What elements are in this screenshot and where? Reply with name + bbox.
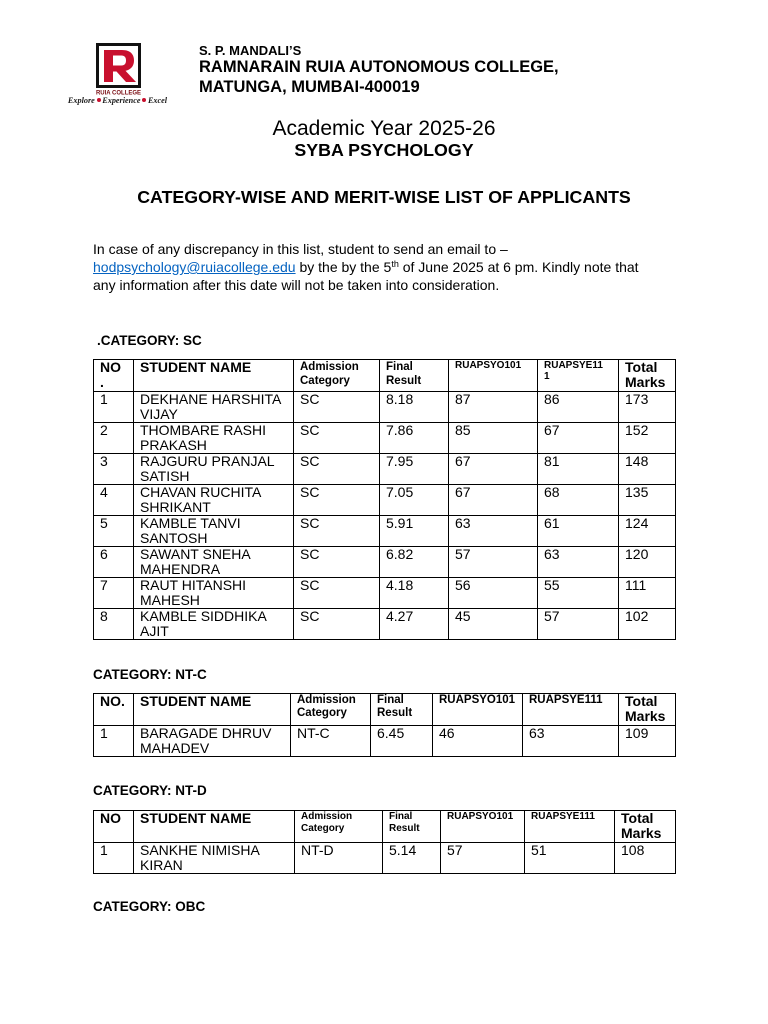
final-result-cell: 8.18 bbox=[380, 392, 449, 423]
table-row bbox=[94, 843, 676, 874]
programme-title: SYBA PSYCHOLOGY bbox=[294, 140, 474, 160]
final-result-cell: 5.14 bbox=[383, 843, 441, 874]
admission-category-cell: SC bbox=[294, 454, 380, 485]
column-header-total-marks: Total Marks bbox=[619, 694, 676, 726]
no-cell: 2 bbox=[94, 423, 134, 454]
student-name-cell: RAJGURU PRANJAL SATISH bbox=[134, 454, 294, 485]
total-marks-cell: 148 bbox=[619, 454, 676, 485]
no-cell: 1 bbox=[94, 392, 134, 423]
final-result-cell: 6.45 bbox=[371, 726, 433, 757]
category-obc-heading: CATEGORY: OBC bbox=[93, 899, 206, 914]
column-header-final-result: Final Result bbox=[380, 360, 449, 392]
college-address-line: MATUNGA, MUMBAI-400019 bbox=[199, 78, 420, 96]
ruapsye111-cell: 63 bbox=[538, 547, 619, 578]
column-header-ruapsye111: RUAPSYE11 1 bbox=[538, 360, 619, 392]
ruapsye111-cell: 67 bbox=[538, 423, 619, 454]
category-ntd-table bbox=[93, 810, 676, 874]
column-header-admission-category: Admission Category bbox=[291, 694, 371, 726]
final-result-cell: 7.05 bbox=[380, 485, 449, 516]
category-sc-heading: .CATEGORY: SC bbox=[97, 333, 202, 348]
total-marks-cell: 124 bbox=[619, 516, 676, 547]
ruapsyo101-cell: 85 bbox=[449, 423, 538, 454]
category-ntc-table bbox=[93, 693, 676, 757]
student-name-cell: THOMBARE RASHI PRAKASH bbox=[134, 423, 294, 454]
column-header-final-result: Final Result bbox=[371, 694, 433, 726]
table-body bbox=[94, 392, 676, 640]
total-marks-cell: 108 bbox=[615, 843, 676, 874]
no-cell: 4 bbox=[94, 485, 134, 516]
ruapsyo101-cell: 56 bbox=[449, 578, 538, 609]
column-header-admission-category: Admission Category bbox=[294, 360, 380, 392]
table-row bbox=[94, 423, 676, 454]
table-body bbox=[94, 843, 676, 874]
final-result-cell: 7.86 bbox=[380, 423, 449, 454]
ruapsyo101-cell: 87 bbox=[449, 392, 538, 423]
no-cell: 6 bbox=[94, 547, 134, 578]
total-marks-cell: 111 bbox=[619, 578, 676, 609]
table-body bbox=[94, 726, 676, 757]
student-name-cell: SANKHE NIMISHA KIRAN bbox=[134, 843, 295, 874]
total-marks-cell: 120 bbox=[619, 547, 676, 578]
student-name-cell: KAMBLE TANVI SANTOSH bbox=[134, 516, 294, 547]
column-header-student-name: STUDENT NAME bbox=[134, 811, 295, 843]
notice-line-3: any information after this date will not be taken into consideration. bbox=[93, 277, 500, 293]
student-name-cell: KAMBLE SIDDHIKA AJIT bbox=[134, 609, 294, 640]
admission-category-cell: NT-D bbox=[295, 843, 383, 874]
table-row bbox=[94, 392, 676, 423]
ruapsye111-cell: 61 bbox=[538, 516, 619, 547]
academic-year-title: Academic Year 2025-26 bbox=[272, 117, 496, 140]
logo-tagline bbox=[66, 96, 169, 106]
admission-category-cell: SC bbox=[294, 578, 380, 609]
table-row bbox=[94, 609, 676, 640]
ordinal-suffix: th bbox=[391, 259, 399, 269]
admission-category-cell: SC bbox=[294, 392, 380, 423]
college-name-line-1: RAMNARAIN RUIA AUTONOMOUS COLLEGE, bbox=[199, 58, 559, 76]
final-result-cell: 7.95 bbox=[380, 454, 449, 485]
admission-category-cell: NT-C bbox=[291, 726, 371, 757]
admission-category-cell: SC bbox=[294, 485, 380, 516]
student-name-cell: SAWANT SNEHA MAHENDRA bbox=[134, 547, 294, 578]
total-marks-cell: 109 bbox=[619, 726, 676, 757]
table-header bbox=[94, 811, 676, 843]
column-header-student-name: STUDENT NAME bbox=[134, 694, 291, 726]
table-row bbox=[94, 516, 676, 547]
table-header bbox=[94, 360, 676, 392]
admission-category-cell: SC bbox=[294, 516, 380, 547]
total-marks-cell: 152 bbox=[619, 423, 676, 454]
category-ntd-heading: CATEGORY: NT-D bbox=[93, 783, 207, 798]
ruapsyo101-cell: 46 bbox=[433, 726, 523, 757]
tagline-word-experience: Experience bbox=[102, 96, 141, 105]
student-name-cell: BARAGADE DHRUV MAHADEV bbox=[134, 726, 291, 757]
college-logo bbox=[66, 42, 169, 108]
table-header-row bbox=[94, 694, 676, 726]
no-cell: 7 bbox=[94, 578, 134, 609]
column-header-ruapsye111: RUAPSYE111 bbox=[523, 694, 619, 726]
table-row bbox=[94, 547, 676, 578]
society-name: S. P. MANDALI’S bbox=[199, 43, 302, 58]
table-header-row bbox=[94, 811, 676, 843]
column-header-no: NO. bbox=[94, 694, 134, 726]
ruapsye111-cell: 55 bbox=[538, 578, 619, 609]
ruia-r-emblem-icon bbox=[66, 42, 169, 98]
column-header-total-marks: Total Marks bbox=[619, 360, 676, 392]
final-result-cell: 5.91 bbox=[380, 516, 449, 547]
admission-category-cell: SC bbox=[294, 547, 380, 578]
list-title: CATEGORY-WISE AND MERIT-WISE LIST OF APPLICANTS bbox=[137, 187, 631, 207]
ruapsye111-cell: 81 bbox=[538, 454, 619, 485]
table-header bbox=[94, 694, 676, 726]
notice-line-2 bbox=[93, 258, 639, 276]
ruapsyo101-cell: 63 bbox=[449, 516, 538, 547]
notice-line-1: In case of any discrepancy in this list, student to send an email to – bbox=[93, 241, 508, 257]
ruapsye111-cell: 51 bbox=[525, 843, 615, 874]
notice-deadline-text: by the by the 5 bbox=[295, 259, 392, 275]
final-result-cell: 6.82 bbox=[380, 547, 449, 578]
notice-deadline-text-cont: of June 2025 at 6 pm. Kindly note that bbox=[398, 259, 639, 275]
table-row bbox=[94, 454, 676, 485]
no-cell: 1 bbox=[94, 726, 134, 757]
column-header-no: NO bbox=[94, 811, 134, 843]
column-header-final-result: Final Result bbox=[383, 811, 441, 843]
ruapsye111-cell: 63 bbox=[523, 726, 619, 757]
admission-category-cell: SC bbox=[294, 609, 380, 640]
column-header-student-name: STUDENT NAME bbox=[134, 360, 294, 392]
total-marks-cell: 135 bbox=[619, 485, 676, 516]
table-row bbox=[94, 485, 676, 516]
bullet-dot-icon bbox=[142, 98, 146, 102]
table-row bbox=[94, 726, 676, 757]
column-header-total-marks: Total Marks bbox=[615, 811, 676, 843]
no-cell: 3 bbox=[94, 454, 134, 485]
total-marks-cell: 173 bbox=[619, 392, 676, 423]
column-header-ruapsyo101: RUAPSYO101 bbox=[433, 694, 523, 726]
logo-wordmark: RUIA COLLEGE bbox=[95, 90, 142, 97]
column-header-ruapsyo101: RUAPSYO101 bbox=[441, 811, 525, 843]
ruapsyo101-cell: 57 bbox=[441, 843, 525, 874]
student-name-cell: DEKHANE HARSHITA VIJAY bbox=[134, 392, 294, 423]
ruapsyo101-cell: 57 bbox=[449, 547, 538, 578]
no-cell: 1 bbox=[94, 843, 134, 874]
final-result-cell: 4.27 bbox=[380, 609, 449, 640]
student-name-cell: RAUT HITANSHI MAHESH bbox=[134, 578, 294, 609]
bullet-dot-icon bbox=[97, 98, 101, 102]
no-cell: 8 bbox=[94, 609, 134, 640]
student-name-cell: CHAVAN RUCHITA SHRIKANT bbox=[134, 485, 294, 516]
email-link[interactable]: hodpsychology@ruiacollege.edu bbox=[93, 259, 296, 275]
admission-category-cell: SC bbox=[294, 423, 380, 454]
ruapsye111-cell: 86 bbox=[538, 392, 619, 423]
tagline-word-explore: Explore bbox=[67, 96, 95, 105]
ruapsyo101-cell: 67 bbox=[449, 485, 538, 516]
column-header-no: NO . bbox=[94, 360, 134, 392]
table-row bbox=[94, 578, 676, 609]
final-result-cell: 4.18 bbox=[380, 578, 449, 609]
category-ntc-heading: CATEGORY: NT-C bbox=[93, 667, 207, 682]
ruapsye111-cell: 57 bbox=[538, 609, 619, 640]
column-header-admission-category: Admission Category bbox=[295, 811, 383, 843]
category-sc-table bbox=[93, 359, 676, 640]
column-header-ruapsyo101: RUAPSYO101 bbox=[449, 360, 538, 392]
no-cell: 5 bbox=[94, 516, 134, 547]
total-marks-cell: 102 bbox=[619, 609, 676, 640]
column-header-ruapsye111: RUAPSYE111 bbox=[525, 811, 615, 843]
ruapsye111-cell: 68 bbox=[538, 485, 619, 516]
tagline-word-excel: Excel bbox=[147, 96, 168, 105]
ruapsyo101-cell: 67 bbox=[449, 454, 538, 485]
ruapsyo101-cell: 45 bbox=[449, 609, 538, 640]
table-header-row bbox=[94, 360, 676, 392]
